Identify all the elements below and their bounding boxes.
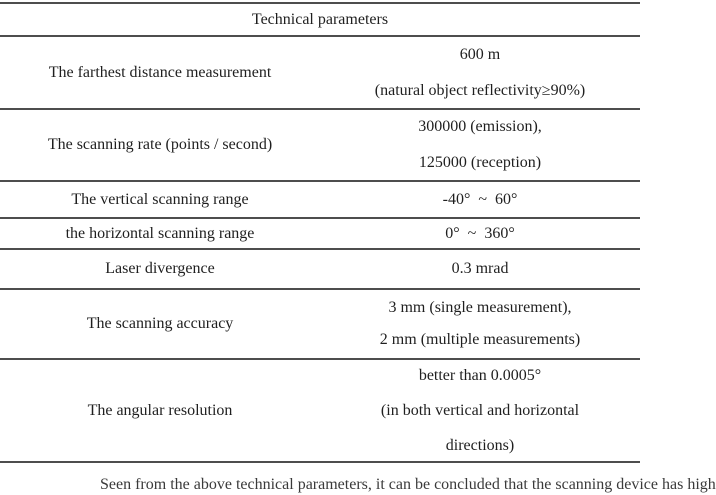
value-line: better than 0.0005° xyxy=(418,367,542,384)
param-label: The scanning rate (points / second) xyxy=(47,136,273,153)
param-value xyxy=(320,110,640,180)
value-line: 300000 (emission), xyxy=(418,118,542,135)
value-line: directions) xyxy=(445,437,515,454)
value-line: 3 mm (single measurement), xyxy=(388,299,572,316)
param-value xyxy=(320,219,640,248)
value-line: 2 mm (multiple measurements) xyxy=(379,331,581,348)
paper-table-figure xyxy=(0,2,716,493)
param-value xyxy=(320,360,640,461)
param-label: The farthest distance measurement xyxy=(48,63,272,81)
table-title: Technical parameters xyxy=(251,10,389,28)
table-row-horizontal-range xyxy=(0,219,640,250)
param-label: The angular resolution xyxy=(87,401,233,419)
param-value xyxy=(320,290,640,358)
value-line: (in both vertical and horizontal xyxy=(380,402,580,419)
param-value xyxy=(320,37,640,108)
table-row-vertical-range xyxy=(0,182,640,219)
table-row-angular-resolution xyxy=(0,360,640,463)
cropped-body-text: Seen from the above technical parameters, it can be concluded that the scanning device has high xyxy=(100,476,716,493)
value-line: 0° ~ 360° xyxy=(445,224,515,242)
value-line: (natural object reflectivity≥90%) xyxy=(374,81,586,99)
table-title-row xyxy=(0,4,640,37)
value-line: 600 m xyxy=(459,45,501,63)
table-row-farthest-distance xyxy=(0,37,640,110)
param-label: The scanning accuracy xyxy=(86,315,234,332)
table-row-scanning-rate xyxy=(0,110,640,182)
param-label: Laser divergence xyxy=(105,260,215,277)
param-value xyxy=(320,250,640,288)
table-row-scanning-accuracy xyxy=(0,290,640,360)
value-line: 125000 (reception) xyxy=(418,154,542,171)
table-row-laser-divergence xyxy=(0,250,640,290)
value-line: -40° ~ 60° xyxy=(442,190,518,208)
value-line: 0.3 mrad xyxy=(451,260,509,277)
param-label: the horizontal scanning range xyxy=(65,224,255,242)
param-value xyxy=(320,182,640,217)
param-label: The vertical scanning range xyxy=(71,190,249,208)
technical-parameters-table xyxy=(0,2,640,463)
